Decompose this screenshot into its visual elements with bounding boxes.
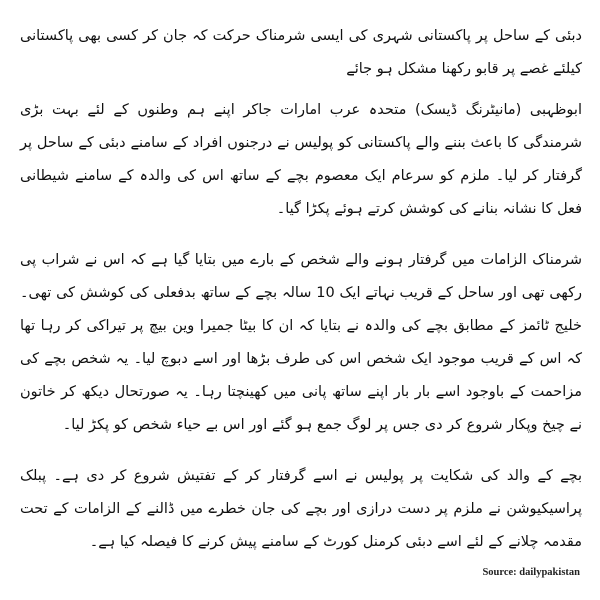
article-paragraph-1: ابوظہبی (مانیٹرنگ ڈیسک) متحدہ عرب امارات جاکر اپنے ہم وطنوں کے لئے بہت بڑی شرمندگی کا باعث بننے والے پاکستانی کو پولیس نے درجنوں افراد کے سامنے دبئی کے ساحل پر گرفتار کر لیا۔ ملزم کو سرعام ایک معصوم بچے کے ساتھ اس کی والدہ کے سامنے شیطانی فعل کا نشانہ بنانے کی کوشش کرتے ہوئے پکڑا گیا۔ [20,102,582,217]
article-paragraph-2: شرمناک الزامات میں گرفتار ہونے والے شخص کے بارے میں بتایا گیا ہے کہ اس نے شراب پی رکھی تھی اور ساحل کے قریب نہاتے ایک 10 سالہ بچے کے ساتھ بدفعلی کی کوشش کی تھی۔ خلیج ٹائمز کے مطابق بچے کی والدہ نے بتایا کہ ان کا بیٹا جمیرا وین بیچ پر تیراکی کر رہا تھا کہ اس کے قریب موجود ایک شخص اس کی طرف بڑھا اور اسے دبوچ لیا۔ یہ شخص بچے کی مزاحمت کے باوجود اسے بار بار اپنے ساتھ پانی میں کھینچتا رہا۔ یہ صورتحال دیکھ کر خاتون نے چیخ وپکار شروع کر دی جس پر لوگ جمع ہو گئے اور اس بے حیاء شخص کو پکڑ لیا۔ [20,252,582,433]
article-headline: دبئی کے ساحل پر پاکستانی شہری کی ایسی شرمناک حرکت کہ جان کر کسی بھی پاکستانی کیلئے غصے پر قابو رکھنا مشکل ہو جائے [20,28,582,77]
article [20,6,582,596]
article-paragraph-3: بچے کے والد کی شکایت پر پولیس نے اسے گرفتار کر کے تفتیش شروع کر دی ہے۔ پبلک پراسیکیوشن نے ملزم پر دست درازی اور بچے کی جان خطرے میں ڈالنے کے الزامات کے تحت مقدمہ چلانے کے لئے اسے دبئی کرمنل کورٹ کے سامنے پیش کرنے کا فیصلہ کیا ہے۔ [20,468,582,550]
source-credit: Source: dailypakistan [482,567,580,578]
